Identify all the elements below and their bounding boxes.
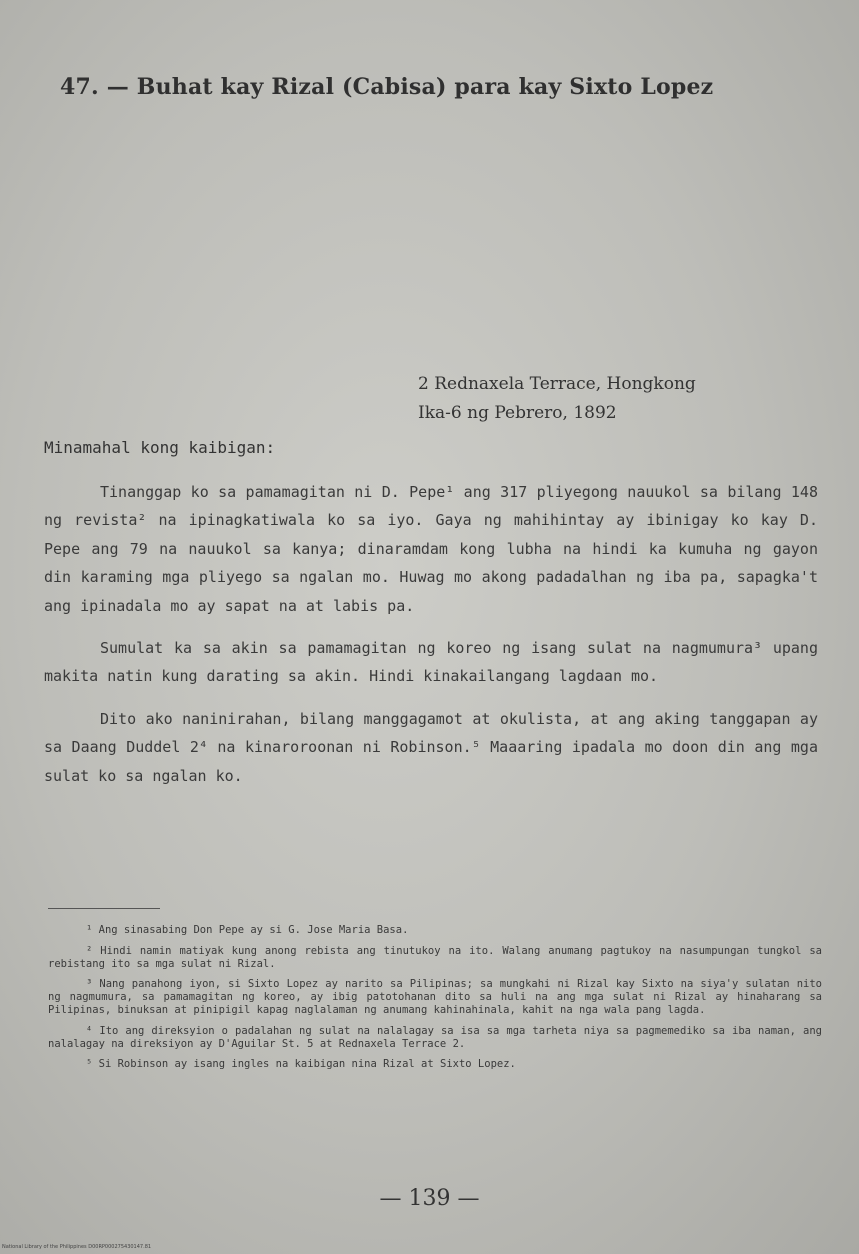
footnote: ⁴ Ito ang direksyion o padalahan ng sulat na nalalagay sa isa sa mga tarheta niya sa pagmemediko sa iba naman, ang nalalagay na direksiyon ay D'Aguilar St. 5 at Rednaxela Terrace 2. — [48, 1024, 822, 1050]
salutation: Minamahal kong kaibigan: — [44, 438, 276, 457]
address-line: 2 Rednaxela Terrace, Hongkong — [418, 374, 696, 394]
footnote: ⁵ Si Robinson ay isang ingles na kaibigan nina Rizal at Sixto Lopez. — [86, 1058, 516, 1071]
footnotes — [48, 924, 822, 1079]
sender-address — [418, 370, 696, 428]
letter-body — [44, 478, 818, 804]
footnote: ² Hindi namin matiyak kung anong rebista ang tinutukoy na ito. Walang anumang pagtukoy na nasumpungan tungkol sa rebistang ito sa mga sulat ni Rizal. — [48, 944, 822, 970]
body-paragraph: Dito ako naninirahan, bilang manggagamot at okulista, at ang aking tanggapan ay sa Daang Duddel 2⁴ na kinaroroonan ni Robinson.⁵ Maaaring ipadala mo doon din ang mga sulat ko sa ngalan ko. — [44, 709, 818, 785]
body-paragraph: Tinanggap ko sa pamamagitan ni D. Pepe¹ ang 317 pliyegong nauukol sa bilang 148 ng revista² na ipinagkatiwala ko sa iyo. Gaya ng mahihintay ay ibinigay ko kay D. Pepe ang 79 na nauukol sa kanya; dinaramdam kong lubha na hindi ka kumuha ng gayon din karaming mga pliyego sa ngalan mo. Huwag mo akong padadalhan ng iba pa, sapagka't ang ipinadala mo ay sapat na at labis pa. — [44, 483, 818, 615]
footnote-divider — [48, 908, 160, 909]
footnote: ³ Nang panahong iyon, si Sixto Lopez ay narito sa Pilipinas; sa mungkahi ni Rizal kay Sixto na siya'y sulatan nito ng nagmumura, sa pamamagitan ng koreo, ay ibig patotohanan dito sa huli na ang mga sulat ni Rizal ay hinaharang sa Pilipinas, binuksan at pinipigil kapag naglalaman ng anumang kahinahinala, kahit na nga wala pang lagda. — [48, 978, 822, 1016]
scan-credit: National Library of the Philippines D00RP000275430147.81 — [2, 1244, 152, 1250]
date-line: Ika-6 ng Pebrero, 1892 — [418, 403, 617, 423]
footnote: ¹ Ang sinasabing Don Pepe ay si G. Jose Maria Basa. — [86, 924, 409, 936]
body-paragraph: Sumulat ka sa akin sa pamamagitan ng koreo ng isang sulat na nagmumura³ upang makita natin kung darating sa akin. Hindi kinakailangang lagdaan mo. — [44, 639, 818, 686]
letter-title: 47. — Buhat kay Rizal (Cabisa) para kay Sixto Lopez — [60, 74, 714, 100]
page-number: — 139 — — [379, 1186, 480, 1211]
